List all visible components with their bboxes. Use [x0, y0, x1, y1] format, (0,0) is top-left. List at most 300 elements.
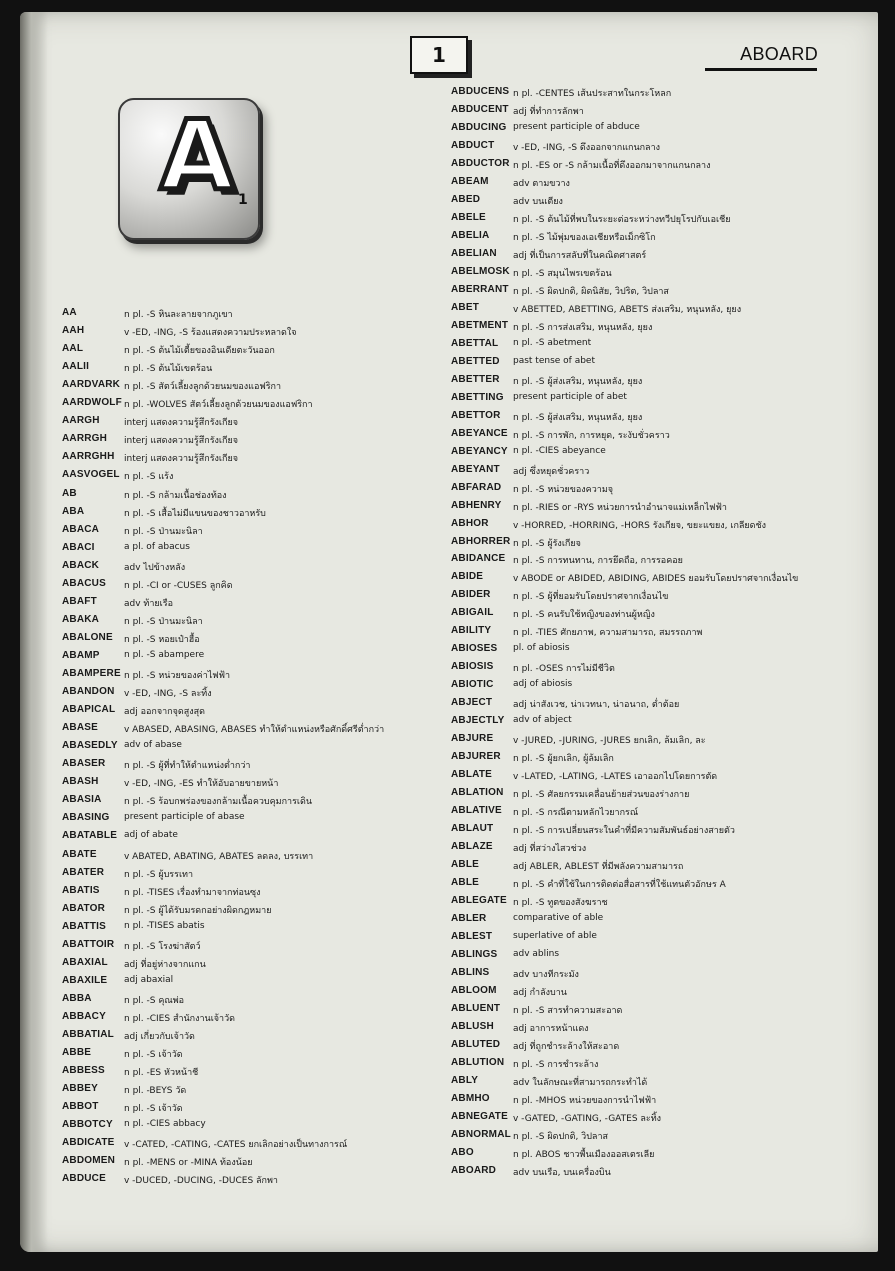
entry-definition: n pl. -S คนรับใช้หญิงของท่านผู้หญิง [513, 610, 655, 621]
entry-headword: ABETMENT [451, 319, 509, 331]
dictionary-entry [451, 284, 826, 302]
entry-definition: n pl. -S กรณีตามหลักไวยากรณ์ [513, 808, 639, 819]
dictionary-entry [451, 769, 826, 787]
entry-definition: adj อาการหน้าแดง [513, 1023, 589, 1034]
entry-definition: adj ABLER, ABLEST ที่มีพลังความสามารถ [513, 862, 684, 873]
entry-headword: ABATIS [62, 884, 100, 896]
entry-definition: n pl. -S เจ้าวัด [124, 1050, 183, 1061]
dictionary-entry [62, 1065, 432, 1083]
entry-definition: n pl. -S abampere [124, 649, 205, 660]
dictionary-entry [451, 1039, 826, 1057]
entry-definition: n pl. -S กล้ามเนื้อช่องท้อง [124, 490, 227, 501]
entry-definition: n pl. -S ผู้ที่ทำให้ตำแหน่งต่ำกว่า [124, 761, 251, 772]
entry-definition: n pl. ABOS ชาวพื้นเมืองออสเตรเลีย [513, 1149, 655, 1160]
dictionary-entry [451, 679, 826, 697]
entry-definition: interj แสดงความรู้สึกรังเกียจ [124, 436, 239, 447]
entry-definition: adv ท้ายเรือ [124, 598, 173, 609]
entry-definition: v -LATED, -LATING, -LATES เอาออกไปโดยการตัด [513, 772, 718, 783]
entry-headword: ABDICATE [62, 1137, 115, 1149]
entry-definition: n pl. -CIES abbacy [124, 1119, 206, 1130]
entry-definition: n pl. -S ไม้พุ่มของเอเชียหรือเม็กซิโก [513, 232, 656, 243]
entry-headword: ABIDANCE [451, 553, 506, 565]
entry-definition: n pl. -BEYS วัด [124, 1086, 187, 1097]
entry-definition: interj แสดงความรู้สึกรังเกียจ [124, 454, 239, 465]
entry-headword: ABJURER [451, 751, 501, 763]
dictionary-entry [451, 374, 826, 392]
entry-definition: n pl. -S ทูตของสังฆราช [513, 898, 608, 909]
entry-headword: ABELE [451, 211, 486, 223]
entry-headword: ABEAM [451, 175, 489, 187]
entry-definition: past tense of abet [513, 355, 595, 366]
dictionary-entry [451, 212, 826, 230]
entry-definition: n pl. -CENTES เส้นประสาทในกระโหลก [513, 89, 672, 99]
dictionary-entry [62, 650, 432, 668]
entry-definition: n pl. -S หินละลายจากภูเขา [124, 310, 233, 320]
entry-definition: a pl. of abacus [124, 541, 190, 552]
entry-headword: ABBA [62, 992, 92, 1004]
entry-definition: adj ออกจากจุดสูงสุด [124, 707, 205, 718]
entry-headword: ABLOOM [451, 985, 497, 996]
entry-definition: adj ที่สว่างไสวช่วง [513, 844, 587, 855]
entry-definition: n pl. -RIES or -RYS หน่วยการนำอำนาจแม่เหล็กไฟฟ้า [513, 502, 727, 513]
dictionary-entry [62, 596, 432, 614]
entry-definition: adv of abject [513, 715, 572, 726]
dictionary-entry [62, 993, 432, 1011]
entry-headword: ABFARAD [451, 481, 502, 493]
entry-definition: n pl. -S แร้ง [124, 472, 174, 483]
entry-definition: n pl. -S ต้นไม้ที่พบในระยะต่อระหว่างทวีปยุโรปกับเอเชีย [513, 214, 731, 225]
entry-definition: n pl. -TISES เรื่องทำมาจากท่อนซุง [124, 887, 261, 898]
entry-headword: ABJECT [451, 697, 493, 709]
dictionary-entry [451, 194, 826, 212]
entry-definition: n pl. -MENS or -MINA ท้องน้อย [124, 1158, 253, 1169]
dictionary-entry [451, 571, 826, 589]
dictionary-entry [62, 560, 432, 578]
dictionary-entry [451, 266, 826, 284]
entry-headword: ABDUCE [62, 1173, 106, 1185]
entry-headword: ABOARD [451, 1164, 497, 1176]
entry-definition: n pl. -S ต้นไม้เขตร้อน [124, 364, 213, 375]
dictionary-entry [62, 957, 432, 975]
dictionary-entry [62, 451, 432, 469]
dictionary-entry [451, 104, 826, 122]
entry-headword: ABO [451, 1146, 474, 1158]
dictionary-entry [62, 794, 432, 812]
entry-headword: ABBATIAL [62, 1029, 114, 1040]
dictionary-entry [62, 776, 432, 794]
dictionary-entry [62, 903, 432, 921]
entry-definition: n pl. -S ป่านมะนิลา [124, 526, 203, 537]
entry-definition: n pl. -S abetment [513, 337, 592, 348]
dictionary-entry [451, 464, 826, 482]
entry-definition: n pl. -S สัตว์เลี้ยงลูกด้วยนมของแอฟริกา [124, 382, 282, 393]
entry-headword: ABJURE [451, 733, 494, 745]
dictionary-entry [62, 379, 432, 397]
entry-headword: ABLY [451, 1074, 479, 1086]
entry-definition: v ABATED, ABATING, ABATES ลดลง, บรรเทา [124, 851, 314, 862]
entry-headword: ABDUCTOR [451, 157, 510, 169]
entry-headword: ABANDON [62, 686, 115, 698]
dictionary-entry [451, 859, 826, 877]
entry-headword: ABEYANCE [451, 427, 508, 439]
entry-definition: n pl. -S หอยเป๋าฮื้อ [124, 634, 200, 645]
entry-headword: ABELIA [451, 229, 490, 241]
entry-definition: v -DUCED, -DUCING, -DUCES ลักพา [124, 1176, 278, 1187]
entry-headword: ABETTOR [451, 409, 501, 421]
dictionary-entry [451, 500, 826, 518]
dictionary-entry [62, 921, 432, 939]
entry-definition: adv ตามขวาง [513, 178, 570, 189]
entry-definition: n pl. -S ผู้ได้รับมรดกอย่างผิดกฎหมาย [124, 905, 272, 916]
entry-definition: n pl. -ES or -S กล้ามเนื้อที่ดึงออกมาจากแกนกลาง [513, 160, 711, 171]
entry-definition: adv บนเตียง [513, 196, 563, 207]
dictionary-entry [62, 433, 432, 451]
dictionary-entry [62, 415, 432, 433]
entry-definition: n pl. -S คำที่ใช้ในการติดต่อสื่อสารที่ใช้แทนตัวอักษร A [513, 880, 726, 891]
entry-definition: adv ในลักษณะที่สามารถกระทำได้ [513, 1077, 648, 1088]
entry-headword: ABET [451, 301, 480, 313]
entry-definition: n pl. -S การส่งเสริม, หนุนหลัง, ยุยง [513, 322, 653, 333]
dictionary-entry [451, 697, 826, 715]
entry-headword: ABLE [451, 859, 480, 871]
entry-headword: ABDOMEN [62, 1155, 116, 1167]
page-binding-shadow [20, 12, 48, 1252]
dictionary-entry [62, 668, 432, 686]
entry-headword: ABACA [62, 523, 100, 535]
entry-definition: v -ED, -ING, -S ร้องแสดงความประหลาดใจ [124, 328, 297, 339]
entry-headword: ABETTING [451, 391, 504, 403]
entry-definition: v -GATED, -GATING, -GATES ละทิ้ง [513, 1113, 662, 1124]
entry-definition: v -ED, -ING, -S ดึงออกจากแกนกลาง [513, 142, 661, 153]
dictionary-entry [451, 482, 826, 500]
entry-definition: superlative of able [513, 931, 597, 942]
entry-headword: ABLUSH [451, 1020, 494, 1032]
entry-headword: ABETTED [451, 355, 500, 367]
dictionary-entry [451, 302, 826, 320]
dictionary-entry [451, 230, 826, 248]
dictionary-entry [62, 1173, 432, 1191]
entry-headword: ABIOSES [451, 643, 498, 655]
entry-definition: adj ที่ถูกชำระล้างให้สะอาด [513, 1041, 620, 1052]
entry-definition: present participle of abase [124, 812, 245, 823]
entry-headword: ABED [451, 193, 481, 205]
entry-headword: ABDUCT [451, 139, 495, 151]
entry-headword: ABELMOSK [451, 265, 510, 277]
entry-headword: AARDVARK [62, 379, 121, 391]
entry-definition: n pl. -MHOS หน่วยของการนำไฟฟ้า [513, 1095, 657, 1106]
entry-headword: ABAPICAL [62, 704, 116, 716]
entry-headword: AAH [62, 325, 85, 337]
entry-headword: ABLATE [451, 769, 493, 781]
entry-definition: n pl. -S ร้อบกพร่องของกล้ามเนื้อควบคุมการเดิน [124, 797, 312, 808]
entry-headword: ABALONE [62, 631, 113, 643]
dictionary-entry [451, 967, 826, 985]
entry-definition: adj of abiosis [513, 679, 573, 690]
entry-definition: v ABODE or ABIDED, ABIDING, ABIDES ยอมรับโดยปราศจากเงื่อนไข [513, 574, 799, 585]
entry-headword: AAL [62, 343, 84, 355]
entry-definition: pl. of abiosis [513, 643, 570, 654]
entry-headword: AA [62, 307, 77, 318]
dictionary-entry [451, 338, 826, 356]
entry-headword: ABIGAIL [451, 607, 494, 619]
dictionary-entry [451, 1165, 826, 1183]
dictionary-entry [62, 1047, 432, 1065]
dictionary-entry [451, 841, 826, 859]
dictionary-entry [62, 1119, 432, 1137]
dictionary-entry [451, 553, 826, 571]
dictionary-entry [451, 392, 826, 410]
dictionary-entry [62, 704, 432, 722]
entry-headword: ABASIA [62, 794, 102, 806]
entry-headword: AARDWOLF [62, 397, 122, 409]
dictionary-entry [451, 877, 826, 895]
dictionary-entry [62, 1137, 432, 1155]
entry-definition: n pl. -S เจ้าวัด [124, 1104, 183, 1115]
entry-headword: ABBOTCY [62, 1119, 113, 1131]
guide-word: ABOARD [740, 44, 818, 64]
entry-headword: ABBE [62, 1047, 92, 1059]
dictionary-entry [62, 939, 432, 957]
dictionary-entry [451, 661, 826, 679]
entry-headword: ABLER [451, 913, 487, 925]
entry-headword: ABASING [62, 812, 110, 824]
entry-definition: n pl. -S ป่านมะนิลา [124, 616, 203, 627]
dictionary-entry [451, 931, 826, 949]
dictionary-entry [451, 607, 826, 625]
entry-headword: ABLEGATE [451, 895, 507, 907]
entry-headword: ABAXIAL [62, 956, 108, 968]
entry-headword: ABHENRY [451, 499, 502, 511]
entry-headword: ABACUS [62, 577, 106, 589]
entry-definition: adj of abate [124, 830, 178, 841]
entry-definition: v ABASED, ABASING, ABASES ทำให้ตำแหน่งหรือศักดิ์ศรีต่ำกว่า [124, 725, 385, 736]
entry-headword: AARRGHH [62, 451, 115, 463]
entry-headword: ABATTOIR [62, 938, 115, 950]
entry-headword: ABAKA [62, 613, 100, 625]
entry-headword: ABASER [62, 758, 106, 770]
dictionary-entry [451, 625, 826, 643]
entry-headword: ABASE [62, 722, 99, 734]
entry-headword: ABETTER [451, 373, 500, 385]
dictionary-entry [451, 122, 826, 140]
dictionary-entry [62, 1029, 432, 1047]
entry-definition: n pl. -S ผู้ส่งเสริม, หนุนหลัง, ยุยง [513, 412, 643, 423]
entry-headword: ABATOR [62, 902, 106, 914]
entry-definition: v -ED, -ING, -S ละทิ้ง [124, 689, 212, 700]
dictionary-entry [451, 248, 826, 266]
dictionary-entry [451, 1075, 826, 1093]
dictionary-entry [62, 1101, 432, 1119]
entry-definition: n pl. -S ผิดปกติ, วิปลาส [513, 1131, 608, 1142]
dictionary-entry [451, 140, 826, 158]
entry-definition: v -CATED, -CATING, -CATES ยกเลิกอย่างเป็นทางการณ์ [124, 1140, 348, 1151]
entry-definition: n pl. -S หน่วยของค่าไฟฟ้า [124, 671, 231, 681]
entry-headword: ABLINGS [451, 949, 498, 961]
entry-headword: ABACI [62, 541, 95, 553]
dictionary-entry [62, 758, 432, 776]
entry-headword: ABBESS [62, 1065, 105, 1077]
dictionary-entry [451, 356, 826, 374]
dictionary-entry [451, 446, 826, 464]
entry-headword: ABAXILE [62, 974, 108, 986]
entry-definition: adv บนเรือ, บนเครื่องบิน [513, 1167, 611, 1178]
entry-headword: ABIDER [451, 589, 491, 601]
dictionary-entry [62, 578, 432, 596]
entry-headword: AARRGH [62, 433, 108, 445]
dictionary-entry [451, 518, 826, 536]
entry-headword: ABJECTLY [451, 715, 505, 727]
entry-headword: ABDUCENT [451, 103, 509, 115]
dictionary-entry [62, 325, 432, 343]
entry-headword: ABIDE [451, 571, 484, 583]
dictionary-entry [451, 86, 826, 104]
entry-headword: ABLINS [451, 967, 490, 979]
entry-definition: n pl. -OSES การไม่มีชีวิต [513, 664, 615, 675]
dictionary-entry [451, 589, 826, 607]
dictionary-entry [451, 643, 826, 661]
dictionary-entry [451, 1003, 826, 1021]
entry-definition: n pl. -S ผู้ส่งเสริม, หนุนหลัง, ยุยง [513, 376, 643, 387]
entry-headword: ABBEY [62, 1083, 99, 1095]
entry-headword: ABLATIVE [451, 805, 502, 817]
entry-headword: ABMHO [451, 1092, 490, 1104]
entry-definition: n pl. -S หน่วยของความจุ [513, 484, 614, 495]
dictionary-entry [62, 397, 432, 415]
entry-definition: adj น่าสังเวช, น่าเวทนา, น่าอนาถ, ต่ำต้อย [513, 700, 680, 711]
entry-headword: ABEYANT [451, 463, 500, 475]
dictionary-entry [451, 1093, 826, 1111]
entry-headword: ABACK [62, 559, 100, 571]
entry-headword: ABETTAL [451, 337, 499, 349]
entry-definition: n pl. -S ผิดปกติ, ผิดนิสัย, วิปริต, วิปลาส [513, 286, 669, 297]
dictionary-entry [451, 1057, 826, 1075]
entry-definition: interj แสดงความรู้สึกรังเกียจ [124, 418, 239, 429]
entry-definition: present participle of abduce [513, 121, 640, 132]
dictionary-entry [62, 885, 432, 903]
dictionary-entry [62, 975, 432, 993]
dictionary-entry [62, 469, 432, 487]
entry-headword: ABASH [62, 776, 99, 788]
dictionary-entry [62, 1155, 432, 1173]
dictionary-entry [451, 1021, 826, 1039]
entry-definition: n pl. -S ผู้รังเกียจ [513, 538, 581, 549]
dictionary-entry [62, 1011, 432, 1029]
entry-definition: adj ที่ทำการลักพา [513, 106, 584, 117]
dictionary-entry [451, 176, 826, 194]
dictionary-entry [62, 849, 432, 867]
guide-word-rule [705, 68, 817, 71]
entry-headword: ABDUCENS [451, 86, 510, 97]
entry-headword: ABATE [62, 848, 97, 860]
entry-definition: n pl. -S ผู้ที่ยอมรับโดยปราศจากเงื่อนไข [513, 592, 669, 603]
entry-definition: n pl. -WOLVES สัตว์เลี้ยงลูกด้วยนมของแอฟริกา [124, 400, 313, 411]
dictionary-entry [62, 307, 432, 325]
entry-headword: ABHORRER [451, 535, 511, 547]
entry-definition: n pl. -S ผู้บรรเทา [124, 869, 194, 880]
entry-headword: ABATER [62, 866, 105, 878]
entry-definition: n pl. -S การเปลี่ยนสระในคำที่มีความสัมพันธ์อย่างสายตัว [513, 826, 735, 837]
dictionary-entry [451, 428, 826, 446]
dictionary-entry [451, 536, 826, 554]
entry-definition: n pl. -CIES สำนักงานเจ้าวัด [124, 1013, 235, 1024]
entry-headword: ABBACY [62, 1010, 106, 1022]
letter-tile-score: 1 [238, 192, 248, 208]
entry-definition: v -ED, -ING, -ES ทำให้อับอายขายหน้า [124, 779, 279, 790]
entry-definition: n pl. -S เสื้อไม่มีแขนของชาวอาหรับ [124, 508, 266, 519]
entry-definition: n pl. -S ต้นไม้เตี้ยของอินเดียตะวันออก [124, 346, 275, 357]
entry-definition: adj เกี่ยวกับเจ้าวัด [124, 1032, 195, 1042]
dictionary-entry [62, 488, 432, 506]
entry-headword: ABA [62, 505, 85, 517]
entry-definition: n pl. -TIES ศักยภาพ, ความสามารถ, สมรรถภาพ [513, 628, 703, 639]
entry-definition: adv of abase [124, 740, 182, 751]
entry-headword: ABNEGATE [451, 1110, 508, 1122]
dictionary-entry [451, 715, 826, 733]
entry-headword: ABIOTIC [451, 679, 494, 691]
entry-headword: ABLUTED [451, 1038, 501, 1050]
dictionary-entry [62, 830, 432, 848]
entry-headword: ABAMPERE [62, 668, 121, 679]
dictionary-entry [62, 722, 432, 740]
entry-headword: ABLAUT [451, 823, 494, 835]
entry-definition: v ABETTED, ABETTING, ABETS ส่งเสริม, หนุนหลัง, ยุยง [513, 304, 742, 315]
dictionary-entry [62, 524, 432, 542]
entry-definition: comparative of able [513, 913, 604, 924]
entry-headword: ABLATION [451, 787, 504, 799]
dictionary-entry [62, 740, 432, 758]
dictionary-entry [451, 158, 826, 176]
entry-definition: adv ไปข้างหลัง [124, 562, 186, 573]
entry-headword: ABATTIS [62, 920, 106, 932]
entry-headword: AALII [62, 361, 90, 373]
dictionary-entry [451, 895, 826, 913]
entry-definition: adv บางทีกระมัง [513, 970, 579, 981]
entry-definition: n pl. -CIES abeyance [513, 445, 606, 456]
dictionary-entry [62, 506, 432, 524]
dictionary-entry [62, 632, 432, 650]
dictionary-entry [451, 805, 826, 823]
entry-headword: ABELIAN [451, 247, 497, 259]
entry-headword: ABIOSIS [451, 661, 494, 673]
dictionary-entry [62, 686, 432, 704]
entry-headword: AASVOGEL [62, 469, 120, 481]
entry-definition: n pl. -TISES abatis [124, 920, 205, 931]
dictionary-entry [62, 361, 432, 379]
entry-headword: ABDUCING [451, 121, 507, 133]
dictionary-entry [62, 1083, 432, 1101]
entry-headword: ABEYANCY [451, 445, 508, 457]
entry-definition: adv ablins [513, 949, 560, 960]
dictionary-entry [62, 867, 432, 885]
entry-headword: ABAFT [62, 595, 97, 607]
entry-definition: n pl. -ES หัวหน้าชี [124, 1068, 199, 1079]
entry-headword: AB [62, 487, 77, 499]
entry-headword: ABBOT [62, 1101, 99, 1113]
entry-headword: ABLUTION [451, 1056, 505, 1068]
entry-definition: n pl. -S ผู้ยกเลิก, ผู้ล้มเลิก [513, 754, 614, 765]
dictionary-entry [451, 410, 826, 428]
entry-definition: n pl. -S คุณพ่อ [124, 995, 185, 1006]
dictionary-entry [451, 1129, 826, 1147]
entry-headword: ABAMP [62, 649, 100, 661]
entry-definition: v -HORRED, -HORRING, -HORS รังเกียจ, ขยะแขยง, เกลียดชัง [513, 520, 767, 531]
entry-headword: ABLAZE [451, 841, 493, 853]
entry-definition: v -JURED, -JURING, -JURES ยกเลิก, ล้มเลิก, ละ [513, 736, 706, 747]
dictionary-entry [451, 823, 826, 841]
entry-definition: n pl. -S การพัก, การหยุด, ระงับชั่วคราว [513, 430, 670, 441]
dictionary-entry [451, 913, 826, 931]
entry-headword: ABLUENT [451, 1002, 501, 1014]
